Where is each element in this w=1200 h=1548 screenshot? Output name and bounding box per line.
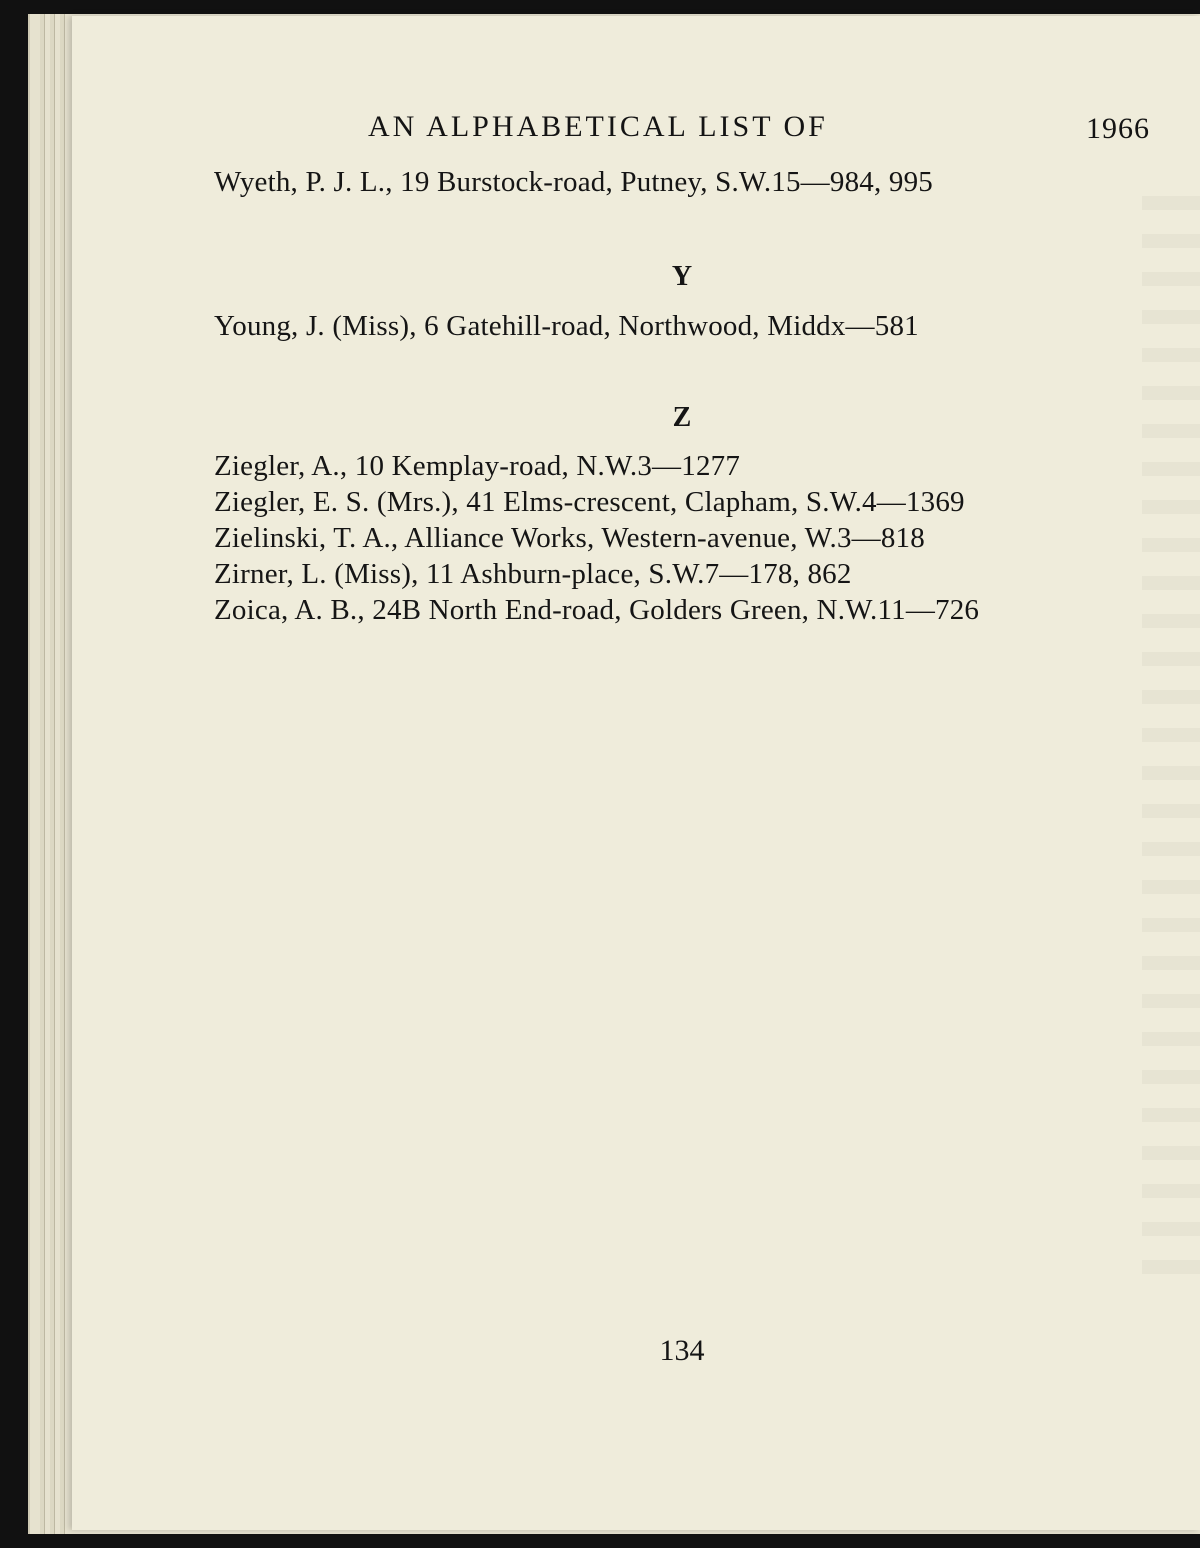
show-through-text — [1142, 196, 1200, 1296]
running-head: AN ALPHABETICAL LIST OF — [368, 110, 828, 143]
list-item: Young, J. (Miss), 6 Gatehill-road, Northwood, Middx—581 — [214, 310, 919, 342]
page-edge — [60, 14, 65, 1534]
list-item: Ziegler, E. S. (Mrs.), 41 Elms-crescent, Clapham, S.W.4—1369 — [214, 486, 965, 518]
list-item: Zoica, A. B., 24B North End-road, Golders Green, N.W.11—726 — [214, 594, 980, 626]
list-item: Ziegler, A., 10 Kemplay-road, N.W.3—1277 — [214, 450, 741, 482]
page-number: 134 — [659, 1334, 705, 1367]
book-page — [72, 16, 1200, 1530]
list-item: Zirner, L. (Miss), 11 Ashburn-place, S.W.7—178, 862 — [214, 558, 852, 590]
section-letter-y: Y — [671, 261, 693, 292]
list-item: Zielinski, T. A., Alliance Works, Western-avenue, W.3—818 — [214, 522, 925, 554]
page-edge — [40, 14, 45, 1534]
list-item: Wyeth, P. J. L., 19 Burstock-road, Putney, S.W.15—984, 995 — [214, 166, 933, 198]
page-edge — [50, 14, 55, 1534]
section-letter-z: Z — [672, 402, 692, 433]
header-year: 1966 — [1086, 112, 1150, 145]
